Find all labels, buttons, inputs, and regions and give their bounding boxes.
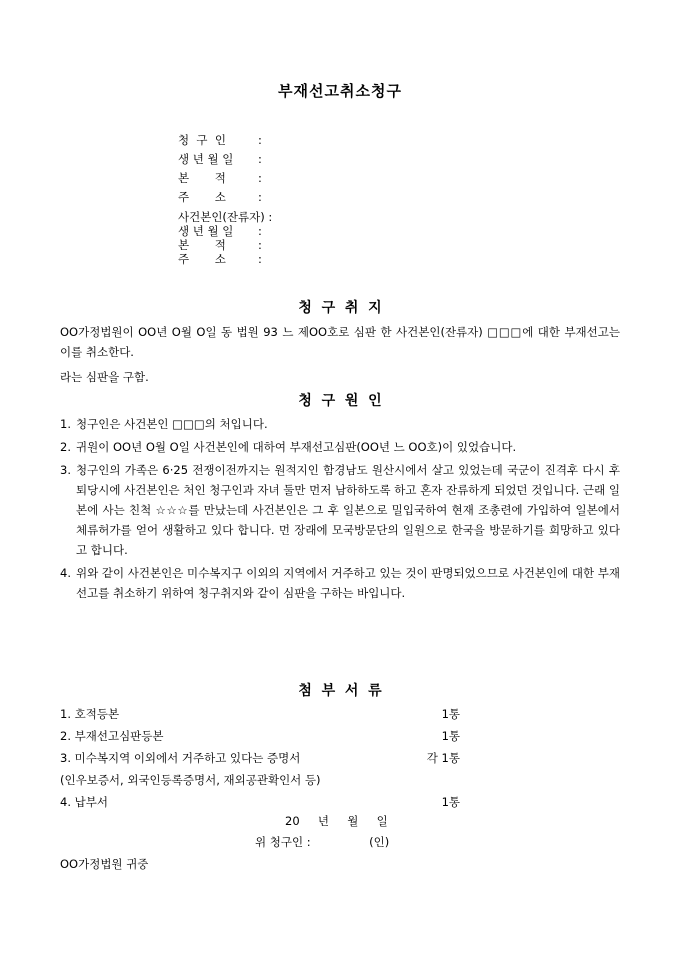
item-text: 위와 같이 사건본인은 미수복지구 이외의 지역에서 거주하고 있는 것이 판명되었으므로 사건본인에 대한 부재선고를 취소하기 위하여 청구취지와 같이 심판을 구하는 바입니다. [76,566,620,600]
item-text: 청구인의 가족은 6·25 전쟁이전까지는 원적지인 함경남도 원산시에서 살고 있었는데 국군이 진격후 다시 후퇴당시에 사건본인은 처인 청구인과 자녀 둘만 먼저 남하하도록 하고 혼자 잔류하게 되었던 것입니다. 근래 일본에 사는 친척 ☆☆☆를 만났는데 사건본인은 그 후 일본으로 밀입국하여 현재 조총련에 가입하여 일본에서 체류허가를 얻어 생활하고 있다 합니다. 먼 장래에 모국방문단의 일원으로 한국을 방문하기를 희망하고 있다고 합니다. [76,463,620,557]
subject-label [178,210,272,224]
info-value: : [258,224,262,238]
info-label: 본 적 [178,238,226,252]
list-item [60,414,620,434]
info-label: 생 년 월 일 [178,224,234,238]
attachments-list [60,703,460,813]
attachment-text: 1. 호적등본 [60,707,120,721]
info-value: : [258,252,262,266]
list-item [60,460,620,560]
info-label: 주 소 [178,190,226,204]
info-label: 청 구 인 [178,133,226,147]
info-row [178,238,272,252]
info-value: : [258,190,262,204]
list-item [60,437,620,457]
applicant-signature-line: 위 청구인 : (인) [255,835,390,849]
subject-info [178,210,272,266]
item-number: 3. [60,463,71,477]
purpose-heading: 청 구 취 지 [298,300,382,316]
attachment-count: 1통 [441,707,460,721]
attachment-row [60,769,460,791]
info-row [178,131,262,150]
attachments-heading: 첨 부 서 류 [298,683,382,699]
attachment-text: 3. 미수복지역 이외에서 거주하고 있다는 증명서 [60,751,301,765]
purpose-text: OO가정법원이 OO년 O월 O일 동 법원 93 느 제OO호로 심판 한 사건본인(잔류자) □□□에 대한 부재선고는 이를 취소한다. [60,325,620,359]
document-title: 부재선고취소청구 [278,82,402,100]
info-value: : [258,152,262,166]
date-line: 20 년 월 일 [285,814,388,828]
attachment-text: (인우보증서, 외국인등록증명서, 재외공관확인서 등) [60,773,321,787]
attachment-text: 4. 납부서 [60,795,108,809]
info-row [178,188,262,207]
info-row [178,150,262,169]
item-text: 귀원이 OO년 O월 O일 사건본인에 대하여 부재선고심판(OO년 느 OO호)이 있었습니다. [76,440,517,454]
info-value: : [258,171,262,185]
purpose-closing: 라는 심판을 구함. [60,370,149,384]
attachment-text: 2. 부재선고심판등본 [60,729,164,743]
attachment-count: 1통 [441,729,460,743]
cause-list [60,414,620,606]
court-addressee: OO가정법원 귀중 [60,857,149,871]
attachment-count: 1통 [441,795,460,809]
applicant-info [178,131,262,207]
subject-label-text: 사건본인(잔류자) : [178,210,273,224]
item-number: 1. [60,417,71,431]
info-row [178,169,262,188]
attachment-count: 각 1통 [426,751,460,765]
info-label: 주 소 [178,252,226,266]
attachment-row [60,747,460,769]
info-value: : [258,238,262,252]
attachment-row [60,703,460,725]
list-item [60,563,620,603]
item-number: 2. [60,440,71,454]
item-text: 청구인은 사건본인 □□□의 처입니다. [76,417,268,431]
info-row [178,252,272,266]
attachment-row [60,725,460,747]
cause-heading: 청 구 원 인 [298,393,382,409]
info-value: : [258,133,262,147]
info-row [178,224,272,238]
info-label: 본 적 [178,171,226,185]
item-number: 4. [60,566,71,580]
info-label: 생 년 월 일 [178,152,234,166]
attachment-row [60,791,460,813]
